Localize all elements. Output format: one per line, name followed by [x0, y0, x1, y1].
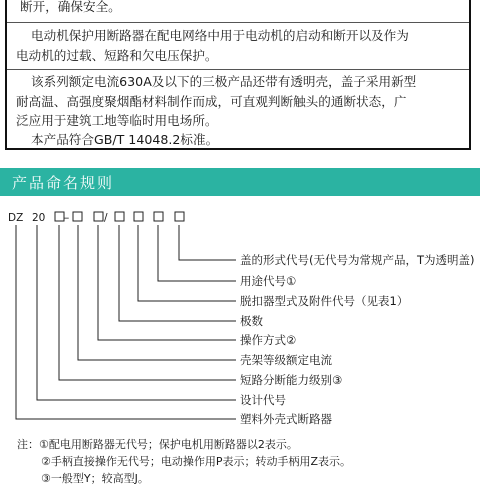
label-frame-current: 壳架等级额定电流: [240, 353, 332, 367]
label-cover-type: 盖的形式代号(无代号为常规产品，T为透明盖): [240, 253, 475, 267]
label-usage-code: 用途代号①: [240, 274, 297, 288]
section-title: 产品命名规则: [12, 174, 115, 192]
code-box: [175, 212, 184, 221]
code-box: [94, 212, 103, 221]
intro-p2-line4: 本产品符合GB/T 14048.2标准。: [31, 132, 219, 147]
note-line1: 注：①配电用断路器无代号；保护电机用断路器以2表示。: [17, 438, 298, 451]
label-design-code: 设计代号: [240, 393, 286, 407]
connector-lines: [16, 225, 236, 419]
intro-p1-line2: 电动机的过载、短路和欠电压保护。: [16, 48, 218, 63]
naming-diagram: [0, 196, 480, 432]
code-dz: DZ: [8, 212, 24, 224]
divider: [7, 22, 469, 23]
note-line3: ③一般型Y；较高型J。: [41, 472, 149, 485]
code-box: [115, 212, 124, 221]
label-mccb: 塑料外壳式断路器: [240, 412, 332, 426]
code-dash: –: [64, 212, 70, 224]
code-box: [55, 212, 64, 221]
intro-p2-line2: 耐高温、高强度聚烟酯材料制作而成，可直观判断触头的通断状态，广: [16, 94, 407, 109]
intro-p2-line1: 该系列额定电流630A及以下的三极产品还带有透明壳，盖子采用新型: [31, 74, 417, 89]
intro-line0: 断开，确保安全。: [20, 0, 121, 14]
label-poles: 极数: [240, 314, 263, 328]
label-breaking-capacity: 短路分断能力级别③: [240, 373, 343, 387]
section-header: [0, 168, 480, 196]
description-box: [5, 0, 471, 150]
code-slash: /: [104, 212, 108, 224]
label-operation: 操作方式②: [240, 333, 297, 347]
note-line2: ②手柄直接操作无代号；电动操作用P表示；转动手柄用Z表示。: [41, 455, 352, 468]
label-trip-type: 脱扣器型式及附件代号（见表1）: [240, 294, 409, 308]
intro-p1-line1: 电动机保护用断路器在配电网络中用于电动机的启动和断开以及作为: [31, 28, 409, 43]
intro-p2-line3: 泛应用于建筑工地等临时用电场所。: [16, 113, 218, 128]
code-20: 20: [32, 212, 46, 224]
code-box: [73, 212, 82, 221]
divider: [7, 69, 469, 70]
code-box: [154, 212, 163, 221]
code-box: [134, 212, 143, 221]
